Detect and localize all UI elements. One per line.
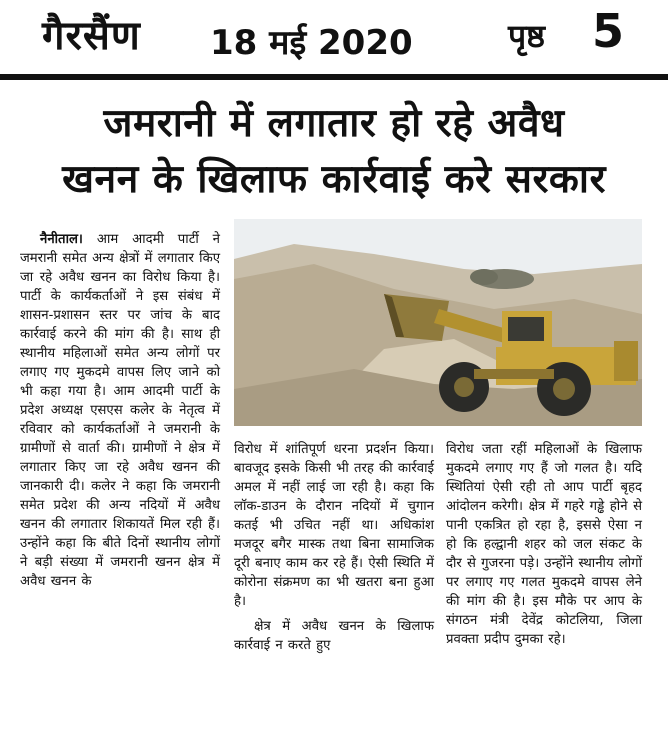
news-photo-front-loader (234, 219, 642, 426)
headline-line-2: खनन के खिलाफ कार्रवाई करे सरकार (62, 157, 606, 202)
page-label: पृष्ठ (508, 17, 546, 55)
issue-date: 18 मई 2020 (210, 23, 413, 63)
headline (0, 96, 668, 208)
article-text-column-2-para-1: विरोध में शांतिपूर्ण धरना प्रदर्शन किया। बावजूद इसके किसी भी तरह की कार्रवाई अमल में नहीं लाई जा रही है। कहा कि लॉक-डाउन के दौरान नदियों में चुगान कतई भी उचित नहीं था। अधिकांश मजदूर बगैर मास्क तथा बिना सामाजिक दूरी बनाए काम कर रहे हैं। ऐसी स्थिति में कोरोना संक्रमण का भी खतरा बना हुआ है। (234, 442, 434, 609)
masthead-divider (0, 74, 668, 80)
newspaper-name: गैरसैंण (42, 13, 141, 59)
article-column-1 (20, 230, 220, 591)
loader-photo-illustration (234, 219, 642, 426)
masthead (0, 0, 668, 80)
article-text-column-3: विरोध जता रहीं महिलाओं के खिलाफ मुकदमे लगाए गए हैं जो गलत है। यदि स्थितियां ऐसी रही तो आप पार्टी बृहद आंदोलन करेगी। क्षेत्र में गहरे गड्ढे होने से पानी एकत्रित हो रहा है, इससे ऐसा न हो कि हल्द्वानी शहर को जल संकट के दौर से गुजरना पड़े। उन्होंने स्थानीय लोगों पर लगाए गए गलत मुकदमे वापस लेने की मांग की है। इस मौके पर आप के संगठन मंत्री देवेंद्र कोटलिया, जिला प्रवक्ता प्रदीप दुमका रहे। (446, 442, 642, 647)
dateline: नैनीताल। (40, 232, 83, 247)
headline-line-1: जमरानी में लगातार हो रहे अवैध (103, 101, 565, 146)
article-column-3 (446, 440, 642, 649)
article-text-column-2-para-2: क्षेत्र में अवैध खनन के खिलाफ कार्रवाई न करते हुए (234, 619, 434, 653)
article-text-column-1: आम आदमी पार्टी ने जमरानी समेत अन्य क्षेत्रों में लगातार किए जा रहे अवैध खनन का विरोध किया है। पार्टी के कार्यकर्ताओं ने इस संबंध में शासन-प्रशासन स्तर पर जांच के बाद कार्रवाई करने की मांग की है। साथ ही स्थानीय महिलाओं समेत अन्य लोगों पर लगाए गए मुकदमे वापस लिए जाने को भी कहा गया है। आम आदमी पार्टी के प्रदेश अध्यक्ष एसएस कलेर के नेतृत्व में रविवार को कार्यकर्ताओं ने जमरानी के ग्रामीणों से वार्ता की। ग्रामीणों ने क्षेत्र में लगातार किए जा रहे अवैध खनन की जानकारी दी। कलेर ने कहा कि जमरानी समेत प्रदेश की अन्य नदियों में अवैध खनन की लगातार शिकायतें मिल रही हैं। उन्होंने कहा कि बीते दिनों स्थानीय लोगों ने बड़ी संख्या में जमरानी खनन क्षेत्र में अवैध खनन के (20, 232, 220, 589)
article-column-2 (234, 440, 434, 655)
page-number: 5 (592, 4, 625, 58)
